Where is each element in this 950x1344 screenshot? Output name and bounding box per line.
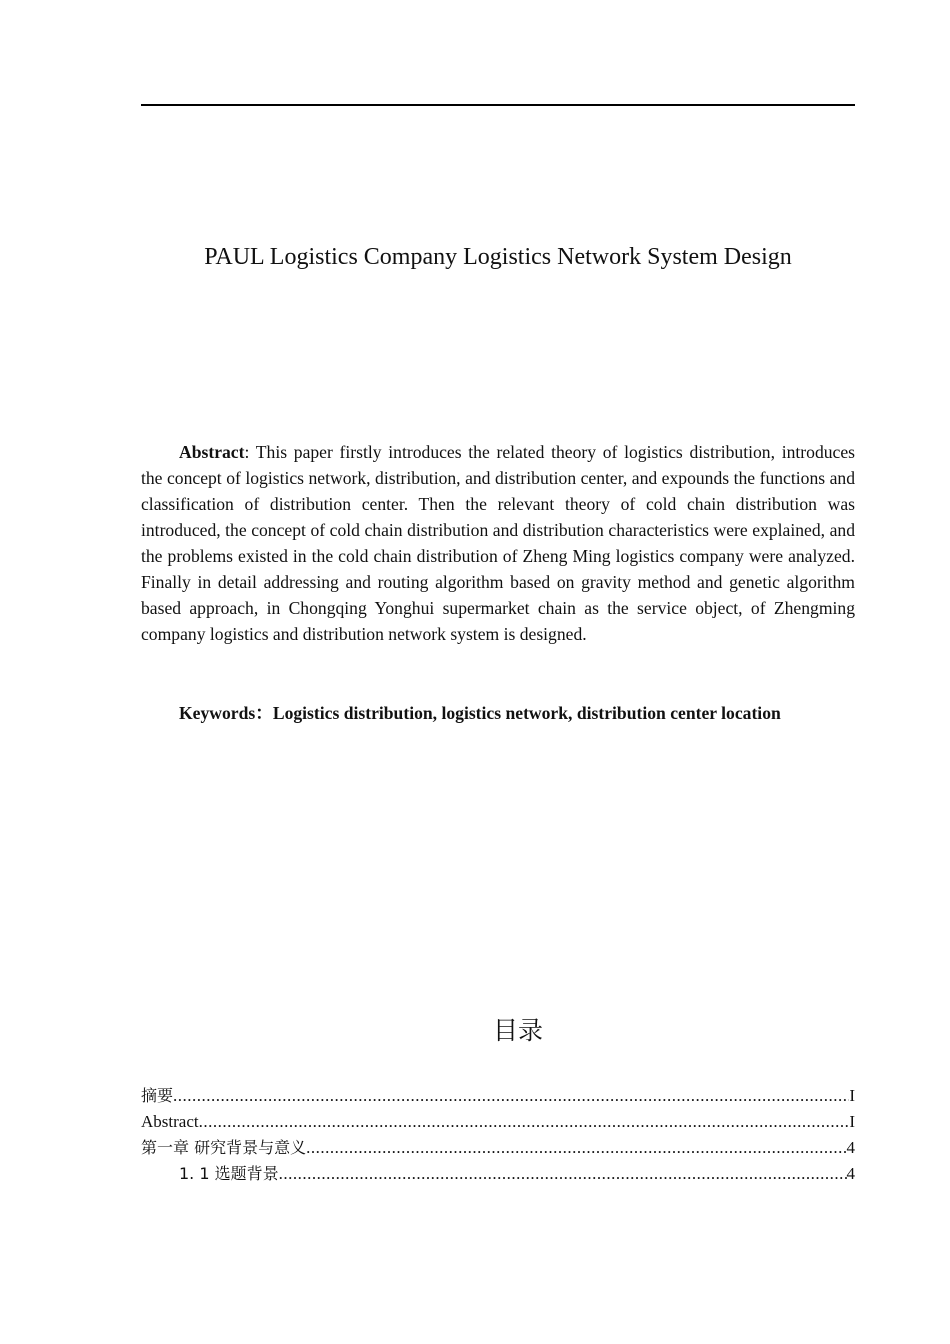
toc-entry-abstract-cn[interactable] — [141, 1083, 855, 1109]
toc-entry-abstract-en[interactable] — [141, 1109, 855, 1135]
toc-entry-chapter-1[interactable] — [141, 1135, 855, 1161]
keywords-text: Logistics distribution, logistics network, distribution center location — [272, 703, 781, 723]
keywords-label: Keywords： — [179, 703, 273, 723]
toc-entry-label: 1. 1 选题背景 — [179, 1164, 279, 1183]
document-title: PAUL Logistics Company Logistics Network System Design — [204, 244, 792, 270]
abstract-text: This paper firstly introduces the related theory of logistics distribution, introduces the concept of logistics network, distribution, and distribution center, and expounds the functions and classification of distribution center. Then the relevant theory of cold chain distribution was introduced, the concept of cold chain distribution and distribution characteristics were explained, and the problems existed in the cold chain distribution of Zheng Ming logistics company were analyzed. Finally in detail addressing and routing algorithm based on gravity method and genetic algorithm based approach, in Chongqing Yonghui supermarket chain as the service object, of Zhengming company logistics and distribution network system is designed. — [141, 442, 856, 644]
abstract-paragraph — [141, 439, 855, 647]
table-of-contents — [141, 1083, 855, 1187]
toc-title: 目录 — [492, 1016, 543, 1045]
toc-entry-page: 4 — [846, 1138, 855, 1157]
toc-leader-dots — [199, 1109, 850, 1135]
toc-leader-dots — [279, 1161, 847, 1187]
toc-entry-label: 摘要 — [141, 1086, 174, 1105]
abstract-separator: : — [244, 442, 256, 462]
toc-entry-page: 4 — [846, 1164, 855, 1183]
toc-entry-section-1-1[interactable] — [141, 1161, 855, 1187]
keywords-line — [179, 700, 855, 726]
toc-entry-page: I — [849, 1112, 855, 1131]
toc-leader-dots — [306, 1135, 846, 1161]
toc-entry-page: I — [849, 1086, 855, 1105]
abstract-label: Abstract — [179, 442, 245, 462]
toc-entry-label: Abstract — [141, 1112, 199, 1131]
header-rule — [141, 104, 855, 106]
toc-leader-dots — [173, 1083, 849, 1109]
toc-entry-label: 第一章 研究背景与意义 — [141, 1138, 307, 1157]
